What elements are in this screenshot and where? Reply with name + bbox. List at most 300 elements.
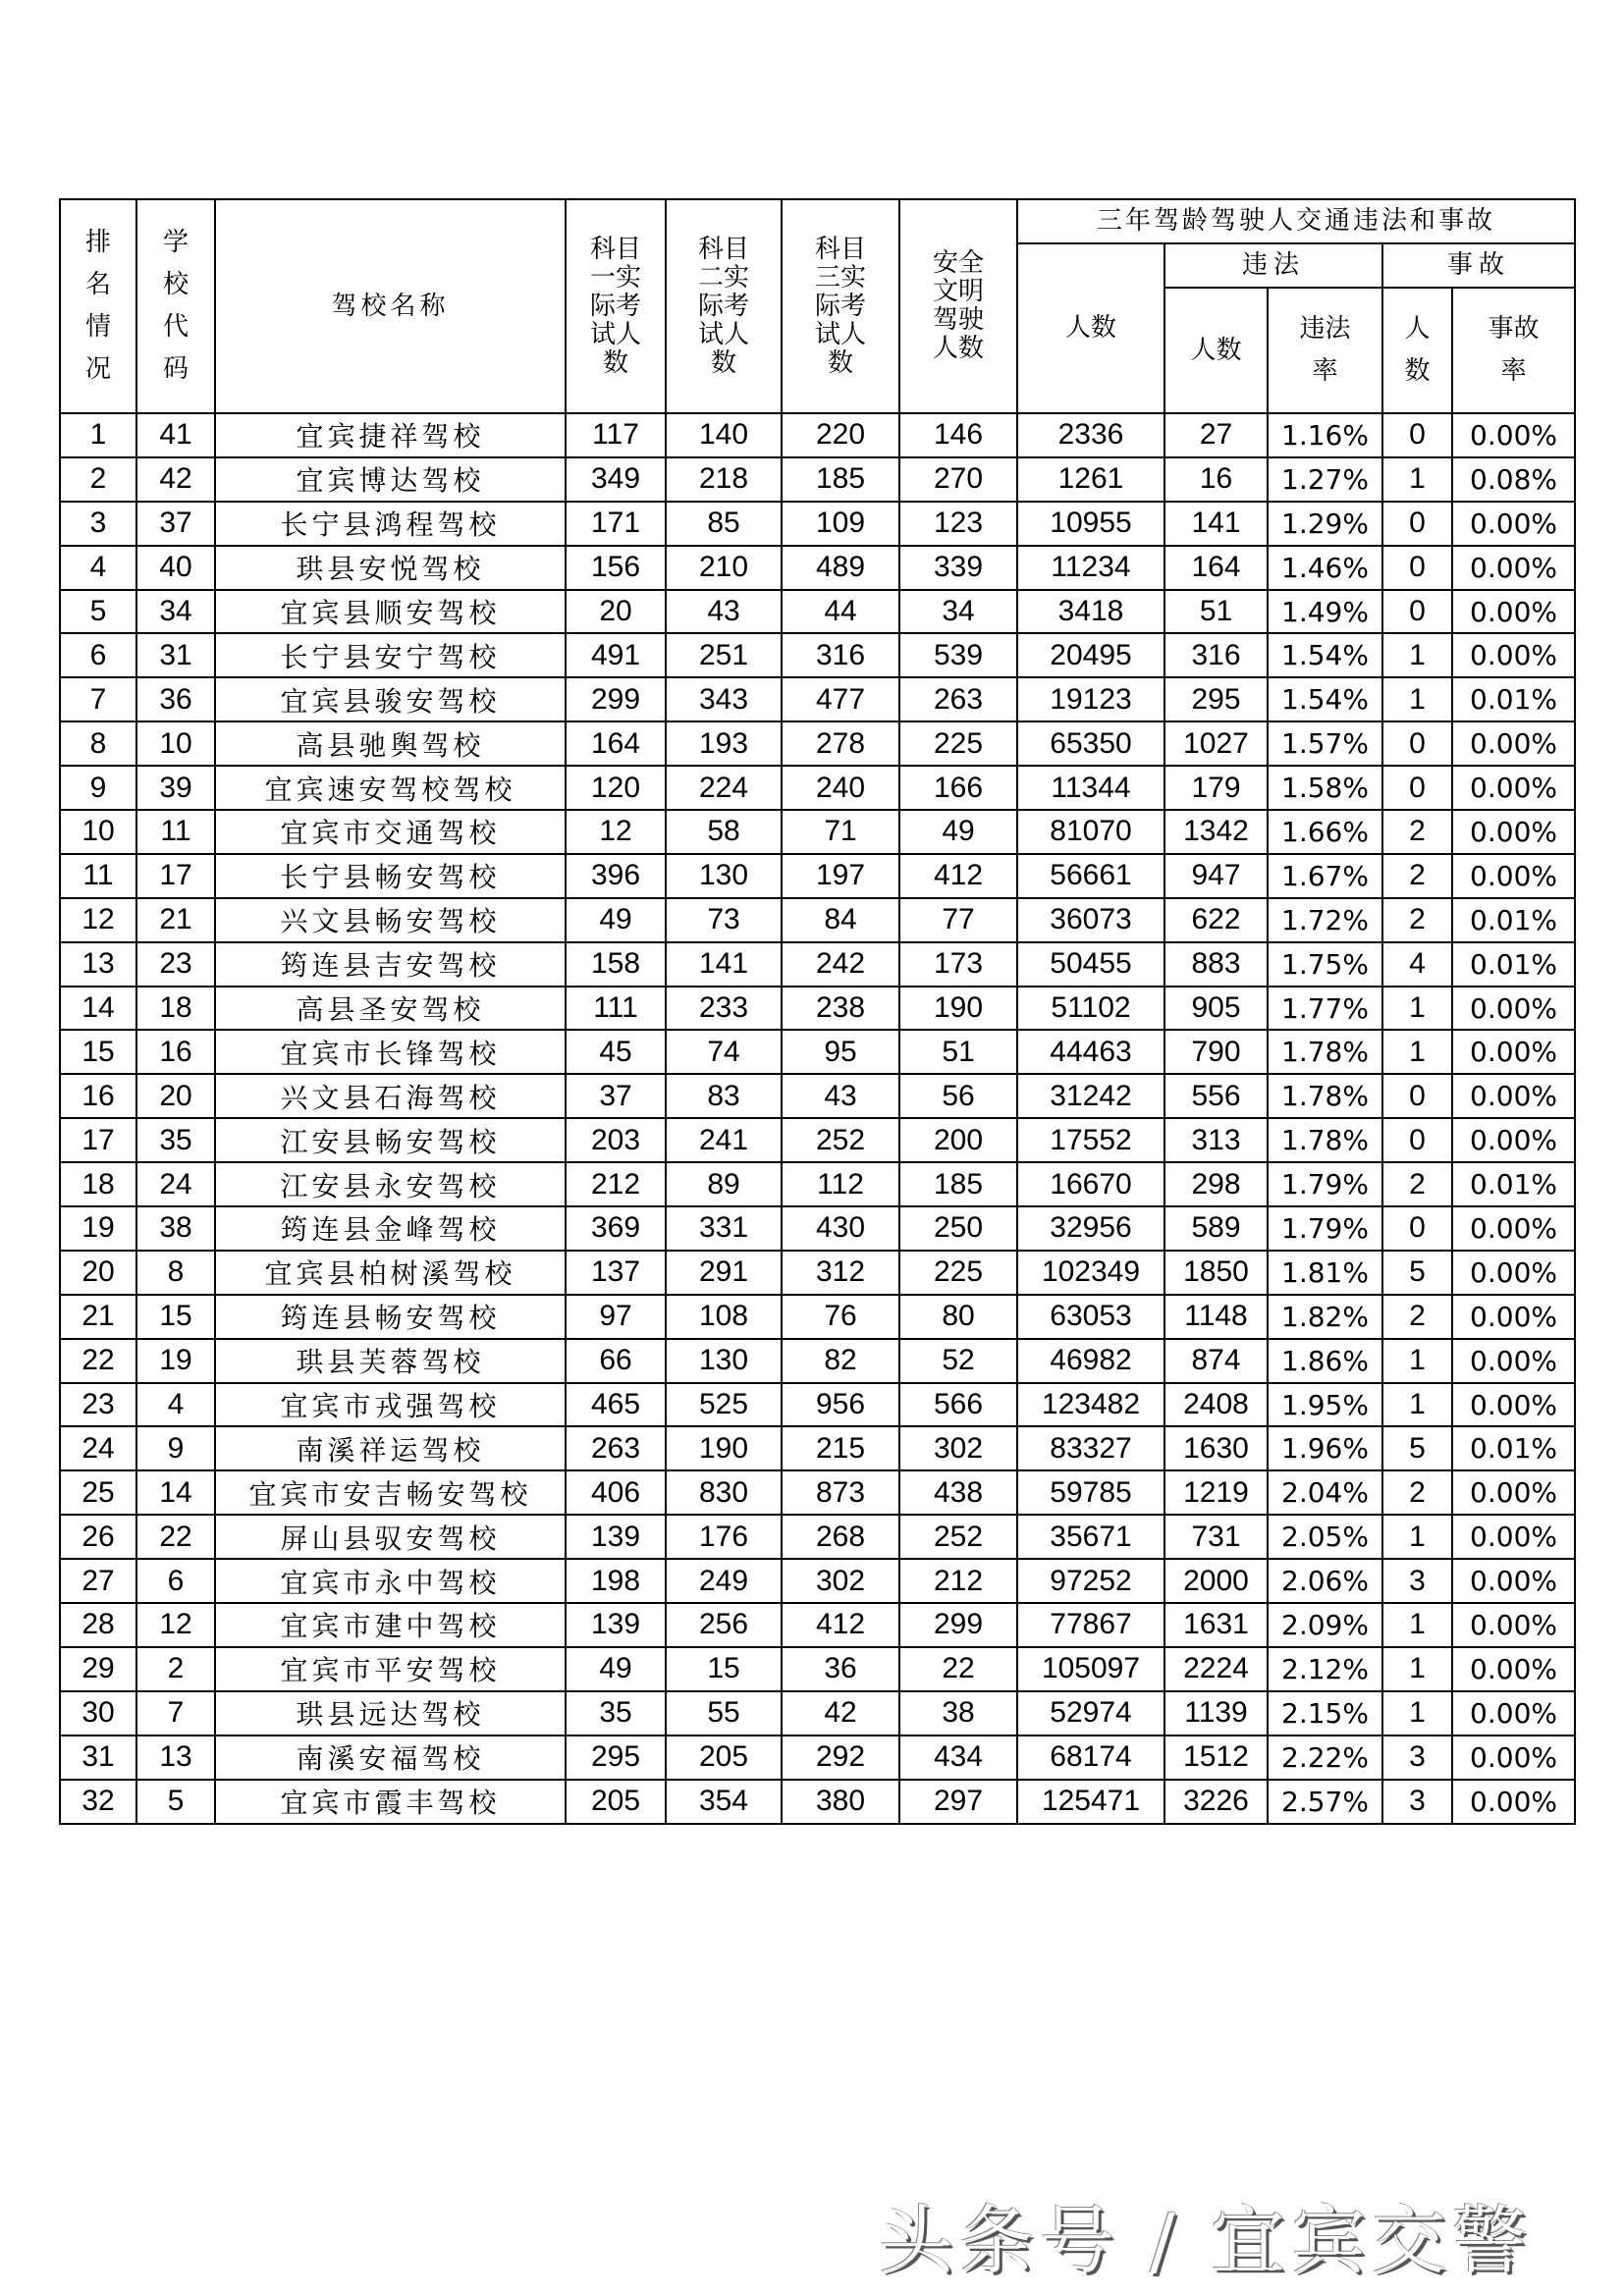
safe-drivers-cell: 56 <box>899 1074 1017 1118</box>
subject1-cell: 120 <box>566 766 666 810</box>
school-name-cell: 江安县永安驾校 <box>215 1162 566 1206</box>
accident-count-cell: 1 <box>1382 1515 1452 1559</box>
subject2-cell: 130 <box>666 1339 782 1383</box>
accident-count-cell: 0 <box>1382 1118 1452 1162</box>
safe-drivers-cell: 185 <box>899 1162 1017 1206</box>
accident-rate-cell: 0.01% <box>1452 677 1575 721</box>
accident-rate-cell: 0.00% <box>1452 1339 1575 1383</box>
school-code-cell: 19 <box>136 1339 215 1383</box>
drivers-cell: 46982 <box>1017 1339 1164 1383</box>
subject1-cell: 20 <box>566 590 666 634</box>
drivers-cell: 3418 <box>1017 590 1164 634</box>
subject3-cell: 71 <box>782 810 899 854</box>
accident-count-cell: 2 <box>1382 854 1452 898</box>
subject1-cell: 164 <box>566 721 666 766</box>
school-code-cell: 21 <box>136 898 215 942</box>
violation-rate-cell: 1.95% <box>1268 1383 1382 1427</box>
school-name-cell: 宜宾市交通驾校 <box>215 810 566 854</box>
accident-rate-cell: 0.08% <box>1452 457 1575 502</box>
table-row <box>60 1735 1575 1780</box>
accident-rate-cell: 0.00% <box>1452 1515 1575 1559</box>
rank-cell: 15 <box>60 1030 136 1074</box>
school-name-cell: 宜宾县骏安驾校 <box>215 677 566 721</box>
violation-count-cell: 1148 <box>1164 1295 1268 1339</box>
accident-rate-cell: 0.00% <box>1452 987 1575 1031</box>
violation-rate-cell: 1.66% <box>1268 810 1382 854</box>
drivers-cell: 77867 <box>1017 1603 1164 1647</box>
accident-rate-cell: 0.00% <box>1452 1383 1575 1427</box>
violation-rate-cell: 1.16% <box>1268 413 1382 457</box>
drivers-cell: 10955 <box>1017 502 1164 546</box>
drivers-cell: 65350 <box>1017 721 1164 766</box>
table-row <box>60 987 1575 1031</box>
header-accident-rate: 事故 率 <box>1452 288 1575 413</box>
violation-rate-cell: 1.67% <box>1268 854 1382 898</box>
subject2-cell: 218 <box>666 457 782 502</box>
table-row <box>60 1647 1575 1691</box>
safe-drivers-cell: 200 <box>899 1118 1017 1162</box>
header-subject1-examinees: 科目 一实 际考 试人 数 <box>566 199 666 413</box>
subject3-cell: 430 <box>782 1206 899 1251</box>
violation-count-cell: 2408 <box>1164 1383 1268 1427</box>
school-code-cell: 15 <box>136 1295 215 1339</box>
accident-rate-cell: 0.00% <box>1452 766 1575 810</box>
drivers-cell: 83327 <box>1017 1426 1164 1470</box>
accident-rate-cell: 0.00% <box>1452 1030 1575 1074</box>
rank-cell: 19 <box>60 1206 136 1251</box>
subject3-cell: 292 <box>782 1735 899 1780</box>
violation-rate-cell: 2.04% <box>1268 1470 1382 1515</box>
drivers-cell: 32956 <box>1017 1206 1164 1251</box>
accident-rate-cell: 0.01% <box>1452 1162 1575 1206</box>
school-name-cell: 屏山县驭安驾校 <box>215 1515 566 1559</box>
subject3-cell: 36 <box>782 1647 899 1691</box>
violation-count-cell: 298 <box>1164 1162 1268 1206</box>
school-name-cell: 筠连县吉安驾校 <box>215 942 566 987</box>
subject1-cell: 111 <box>566 987 666 1031</box>
drivers-cell: 36073 <box>1017 898 1164 942</box>
accident-count-cell: 0 <box>1382 546 1452 590</box>
violation-rate-cell: 1.46% <box>1268 546 1382 590</box>
accident-count-cell: 3 <box>1382 1559 1452 1603</box>
violation-count-cell: 790 <box>1164 1030 1268 1074</box>
violation-count-cell: 1631 <box>1164 1603 1268 1647</box>
safe-drivers-cell: 566 <box>899 1383 1017 1427</box>
accident-rate-cell: 0.01% <box>1452 942 1575 987</box>
table-body <box>60 413 1575 1824</box>
violation-rate-cell: 1.78% <box>1268 1074 1382 1118</box>
violation-rate-cell: 1.72% <box>1268 898 1382 942</box>
accident-count-cell: 1 <box>1382 677 1452 721</box>
drivers-cell: 50455 <box>1017 942 1164 987</box>
safe-drivers-cell: 123 <box>899 502 1017 546</box>
subject3-cell: 42 <box>782 1691 899 1735</box>
subject1-cell: 263 <box>566 1426 666 1470</box>
drivers-cell: 11344 <box>1017 766 1164 810</box>
accident-count-cell: 2 <box>1382 1295 1452 1339</box>
table-row <box>60 1074 1575 1118</box>
rank-cell: 12 <box>60 898 136 942</box>
violation-count-cell: 731 <box>1164 1515 1268 1559</box>
subject2-cell: 15 <box>666 1647 782 1691</box>
driving-school-ranking-table <box>59 198 1576 1825</box>
subject3-cell: 268 <box>782 1515 899 1559</box>
header-drivers-count: 人数 <box>1017 243 1164 413</box>
drivers-cell: 59785 <box>1017 1470 1164 1515</box>
drivers-cell: 63053 <box>1017 1295 1164 1339</box>
subject1-cell: 171 <box>566 502 666 546</box>
accident-count-cell: 2 <box>1382 1162 1452 1206</box>
header-school-name: 驾校名称 <box>215 199 566 413</box>
violation-rate-cell: 2.57% <box>1268 1780 1382 1824</box>
safe-drivers-cell: 434 <box>899 1735 1017 1780</box>
school-name-cell: 宜宾速安驾校驾校 <box>215 766 566 810</box>
drivers-cell: 56661 <box>1017 854 1164 898</box>
subject3-cell: 312 <box>782 1251 899 1295</box>
subject2-cell: 210 <box>666 546 782 590</box>
subject1-cell: 205 <box>566 1780 666 1824</box>
violation-count-cell: 3226 <box>1164 1780 1268 1824</box>
school-code-cell: 16 <box>136 1030 215 1074</box>
drivers-cell: 1261 <box>1017 457 1164 502</box>
school-name-cell: 江安县畅安驾校 <box>215 1118 566 1162</box>
violation-rate-cell: 1.54% <box>1268 633 1382 677</box>
drivers-cell: 68174 <box>1017 1735 1164 1780</box>
safe-drivers-cell: 38 <box>899 1691 1017 1735</box>
table-row <box>60 898 1575 942</box>
table-row <box>60 1206 1575 1251</box>
violation-count-cell: 295 <box>1164 677 1268 721</box>
subject3-cell: 82 <box>782 1339 899 1383</box>
drivers-cell: 97252 <box>1017 1559 1164 1603</box>
subject2-cell: 130 <box>666 854 782 898</box>
table-row <box>60 1251 1575 1295</box>
table-row <box>60 1559 1575 1603</box>
school-code-cell: 13 <box>136 1735 215 1780</box>
school-name-cell: 长宁县安宁驾校 <box>215 633 566 677</box>
violation-rate-cell: 1.54% <box>1268 677 1382 721</box>
safe-drivers-cell: 412 <box>899 854 1017 898</box>
rank-cell: 22 <box>60 1339 136 1383</box>
subject1-cell: 406 <box>566 1470 666 1515</box>
subject1-cell: 156 <box>566 546 666 590</box>
safe-drivers-cell: 438 <box>899 1470 1017 1515</box>
safe-drivers-cell: 77 <box>899 898 1017 942</box>
violation-count-cell: 589 <box>1164 1206 1268 1251</box>
subject3-cell: 412 <box>782 1603 899 1647</box>
violation-rate-cell: 1.79% <box>1268 1206 1382 1251</box>
subject2-cell: 89 <box>666 1162 782 1206</box>
violation-rate-cell: 1.49% <box>1268 590 1382 634</box>
safe-drivers-cell: 270 <box>899 457 1017 502</box>
header-violation-count: 人数 <box>1164 288 1268 413</box>
subject3-cell: 76 <box>782 1295 899 1339</box>
accident-count-cell: 1 <box>1382 1691 1452 1735</box>
rank-cell: 14 <box>60 987 136 1031</box>
subject1-cell: 139 <box>566 1515 666 1559</box>
accident-rate-cell: 0.00% <box>1452 1735 1575 1780</box>
violation-count-cell: 622 <box>1164 898 1268 942</box>
school-name-cell: 南溪安福驾校 <box>215 1735 566 1780</box>
violation-rate-cell: 1.57% <box>1268 721 1382 766</box>
school-name-cell: 珙县远达驾校 <box>215 1691 566 1735</box>
accident-count-cell: 0 <box>1382 502 1452 546</box>
violation-count-cell: 874 <box>1164 1339 1268 1383</box>
school-code-cell: 34 <box>136 590 215 634</box>
school-code-cell: 39 <box>136 766 215 810</box>
violation-rate-cell: 1.58% <box>1268 766 1382 810</box>
subject1-cell: 137 <box>566 1251 666 1295</box>
accident-rate-cell: 0.00% <box>1452 1251 1575 1295</box>
violation-count-cell: 1630 <box>1164 1426 1268 1470</box>
subject2-cell: 251 <box>666 633 782 677</box>
accident-rate-cell: 0.00% <box>1452 1074 1575 1118</box>
rank-cell: 6 <box>60 633 136 677</box>
subject2-cell: 43 <box>666 590 782 634</box>
safe-drivers-cell: 173 <box>899 942 1017 987</box>
accident-rate-cell: 0.01% <box>1452 898 1575 942</box>
school-name-cell: 宜宾县顺安驾校 <box>215 590 566 634</box>
accident-rate-cell: 0.00% <box>1452 1647 1575 1691</box>
accident-rate-cell: 0.01% <box>1452 1426 1575 1470</box>
safe-drivers-cell: 263 <box>899 677 1017 721</box>
school-name-cell: 宜宾捷祥驾校 <box>215 413 566 457</box>
drivers-cell: 35671 <box>1017 1515 1164 1559</box>
school-code-cell: 12 <box>136 1603 215 1647</box>
accident-rate-cell: 0.00% <box>1452 1559 1575 1603</box>
accident-count-cell: 2 <box>1382 898 1452 942</box>
table-row <box>60 1470 1575 1515</box>
violation-count-cell: 179 <box>1164 766 1268 810</box>
accident-rate-cell: 0.00% <box>1452 1691 1575 1735</box>
violation-count-cell: 51 <box>1164 590 1268 634</box>
subject3-cell: 956 <box>782 1383 899 1427</box>
school-name-cell: 宜宾市平安驾校 <box>215 1647 566 1691</box>
safe-drivers-cell: 49 <box>899 810 1017 854</box>
accident-rate-cell: 0.00% <box>1452 590 1575 634</box>
subject2-cell: 190 <box>666 1426 782 1470</box>
header-violation-group: 违法 <box>1164 243 1382 288</box>
subject1-cell: 299 <box>566 677 666 721</box>
school-name-cell: 筠连县畅安驾校 <box>215 1295 566 1339</box>
school-code-cell: 24 <box>136 1162 215 1206</box>
rank-cell: 23 <box>60 1383 136 1427</box>
school-name-cell: 宜宾市戎强驾校 <box>215 1383 566 1427</box>
drivers-cell: 2336 <box>1017 413 1164 457</box>
table-row <box>60 854 1575 898</box>
school-name-cell: 宜宾市长锋驾校 <box>215 1030 566 1074</box>
accident-count-cell: 5 <box>1382 1251 1452 1295</box>
table-row <box>60 1603 1575 1647</box>
rank-cell: 2 <box>60 457 136 502</box>
subject1-cell: 97 <box>566 1295 666 1339</box>
rank-cell: 32 <box>60 1780 136 1824</box>
drivers-cell: 123482 <box>1017 1383 1164 1427</box>
subject2-cell: 55 <box>666 1691 782 1735</box>
table-row <box>60 1426 1575 1470</box>
rank-cell: 20 <box>60 1251 136 1295</box>
table-row <box>60 590 1575 634</box>
school-code-cell: 40 <box>136 546 215 590</box>
school-code-cell: 10 <box>136 721 215 766</box>
school-name-cell: 高县圣安驾校 <box>215 987 566 1031</box>
accident-count-cell: 1 <box>1382 987 1452 1031</box>
rank-cell: 18 <box>60 1162 136 1206</box>
accident-count-cell: 0 <box>1382 1206 1452 1251</box>
rank-cell: 5 <box>60 590 136 634</box>
accident-rate-cell: 0.00% <box>1452 1780 1575 1824</box>
school-code-cell: 18 <box>136 987 215 1031</box>
subject3-cell: 95 <box>782 1030 899 1074</box>
school-code-cell: 5 <box>136 1780 215 1824</box>
subject2-cell: 140 <box>666 413 782 457</box>
school-code-cell: 22 <box>136 1515 215 1559</box>
violation-rate-cell: 2.22% <box>1268 1735 1382 1780</box>
subject2-cell: 74 <box>666 1030 782 1074</box>
subject1-cell: 66 <box>566 1339 666 1383</box>
safe-drivers-cell: 297 <box>899 1780 1017 1824</box>
subject3-cell: 43 <box>782 1074 899 1118</box>
safe-drivers-cell: 22 <box>899 1647 1017 1691</box>
header-rank: 排 名 情 况 <box>60 199 136 413</box>
violation-count-cell: 1139 <box>1164 1691 1268 1735</box>
safe-drivers-cell: 302 <box>899 1426 1017 1470</box>
safe-drivers-cell: 299 <box>899 1603 1017 1647</box>
subject2-cell: 525 <box>666 1383 782 1427</box>
safe-drivers-cell: 250 <box>899 1206 1017 1251</box>
safe-drivers-cell: 252 <box>899 1515 1017 1559</box>
accident-rate-cell: 0.00% <box>1452 1118 1575 1162</box>
rank-cell: 31 <box>60 1735 136 1780</box>
violation-count-cell: 16 <box>1164 457 1268 502</box>
school-code-cell: 14 <box>136 1470 215 1515</box>
safe-drivers-cell: 190 <box>899 987 1017 1031</box>
violation-count-cell: 2000 <box>1164 1559 1268 1603</box>
rank-cell: 8 <box>60 721 136 766</box>
subject1-cell: 203 <box>566 1118 666 1162</box>
subject3-cell: 220 <box>782 413 899 457</box>
subject1-cell: 212 <box>566 1162 666 1206</box>
school-code-cell: 36 <box>136 677 215 721</box>
rank-cell: 10 <box>60 810 136 854</box>
subject3-cell: 477 <box>782 677 899 721</box>
accident-count-cell: 1 <box>1382 1339 1452 1383</box>
violation-count-cell: 27 <box>1164 413 1268 457</box>
subject3-cell: 197 <box>782 854 899 898</box>
school-code-cell: 35 <box>136 1118 215 1162</box>
violation-rate-cell: 1.78% <box>1268 1030 1382 1074</box>
table-row <box>60 546 1575 590</box>
accident-count-cell: 1 <box>1382 1383 1452 1427</box>
rank-cell: 13 <box>60 942 136 987</box>
school-code-cell: 6 <box>136 1559 215 1603</box>
subject3-cell: 316 <box>782 633 899 677</box>
drivers-cell: 125471 <box>1017 1780 1164 1824</box>
subject1-cell: 35 <box>566 1691 666 1735</box>
accident-count-cell: 2 <box>1382 810 1452 854</box>
subject2-cell: 141 <box>666 942 782 987</box>
drivers-cell: 31242 <box>1017 1074 1164 1118</box>
rank-cell: 25 <box>60 1470 136 1515</box>
accident-count-cell: 1 <box>1382 633 1452 677</box>
accident-count-cell: 2 <box>1382 1470 1452 1515</box>
accident-count-cell: 1 <box>1382 1647 1452 1691</box>
accident-rate-cell: 0.00% <box>1452 1603 1575 1647</box>
school-code-cell: 9 <box>136 1426 215 1470</box>
table-row <box>60 1515 1575 1559</box>
subject2-cell: 193 <box>666 721 782 766</box>
subject1-cell: 37 <box>566 1074 666 1118</box>
table-row <box>60 413 1575 457</box>
accident-count-cell: 0 <box>1382 413 1452 457</box>
safe-drivers-cell: 166 <box>899 766 1017 810</box>
accident-count-cell: 0 <box>1382 721 1452 766</box>
accident-rate-cell: 0.00% <box>1452 1470 1575 1515</box>
school-name-cell: 珙县安悦驾校 <box>215 546 566 590</box>
violation-rate-cell: 2.15% <box>1268 1691 1382 1735</box>
school-name-cell: 宜宾县柏树溪驾校 <box>215 1251 566 1295</box>
drivers-cell: 81070 <box>1017 810 1164 854</box>
subject2-cell: 343 <box>666 677 782 721</box>
violation-count-cell: 1512 <box>1164 1735 1268 1780</box>
header-subject3-examinees: 科目 三实 际考 试人 数 <box>782 199 899 413</box>
violation-rate-cell: 2.09% <box>1268 1603 1382 1647</box>
accident-count-cell: 3 <box>1382 1735 1452 1780</box>
safe-drivers-cell: 539 <box>899 633 1017 677</box>
violation-rate-cell: 1.81% <box>1268 1251 1382 1295</box>
subject2-cell: 331 <box>666 1206 782 1251</box>
subject2-cell: 205 <box>666 1735 782 1780</box>
drivers-cell: 16670 <box>1017 1162 1164 1206</box>
school-name-cell: 兴文县畅安驾校 <box>215 898 566 942</box>
school-code-cell: 41 <box>136 413 215 457</box>
table-row <box>60 1780 1575 1824</box>
subject2-cell: 83 <box>666 1074 782 1118</box>
rank-cell: 29 <box>60 1647 136 1691</box>
safe-drivers-cell: 225 <box>899 721 1017 766</box>
subject1-cell: 491 <box>566 633 666 677</box>
drivers-cell: 51102 <box>1017 987 1164 1031</box>
safe-drivers-cell: 225 <box>899 1251 1017 1295</box>
rank-cell: 3 <box>60 502 136 546</box>
rank-cell: 7 <box>60 677 136 721</box>
violation-rate-cell: 1.78% <box>1268 1118 1382 1162</box>
school-name-cell: 宜宾市建中驾校 <box>215 1603 566 1647</box>
subject3-cell: 489 <box>782 546 899 590</box>
subject3-cell: 278 <box>782 721 899 766</box>
header-accident-count: 人 数 <box>1382 288 1452 413</box>
drivers-cell: 17552 <box>1017 1118 1164 1162</box>
subject1-cell: 198 <box>566 1559 666 1603</box>
drivers-cell: 105097 <box>1017 1647 1164 1691</box>
violation-rate-cell: 2.05% <box>1268 1515 1382 1559</box>
violation-count-cell: 1219 <box>1164 1470 1268 1515</box>
rank-cell: 21 <box>60 1295 136 1339</box>
safe-drivers-cell: 80 <box>899 1295 1017 1339</box>
violation-count-cell: 313 <box>1164 1118 1268 1162</box>
school-code-cell: 38 <box>136 1206 215 1251</box>
accident-rate-cell: 0.00% <box>1452 721 1575 766</box>
violation-rate-cell: 1.96% <box>1268 1426 1382 1470</box>
accident-count-cell: 0 <box>1382 1074 1452 1118</box>
subject1-cell: 396 <box>566 854 666 898</box>
accident-count-cell: 0 <box>1382 590 1452 634</box>
subject2-cell: 354 <box>666 1780 782 1824</box>
safe-drivers-cell: 51 <box>899 1030 1017 1074</box>
accident-count-cell: 4 <box>1382 942 1452 987</box>
drivers-cell: 102349 <box>1017 1251 1164 1295</box>
subject3-cell: 109 <box>782 502 899 546</box>
